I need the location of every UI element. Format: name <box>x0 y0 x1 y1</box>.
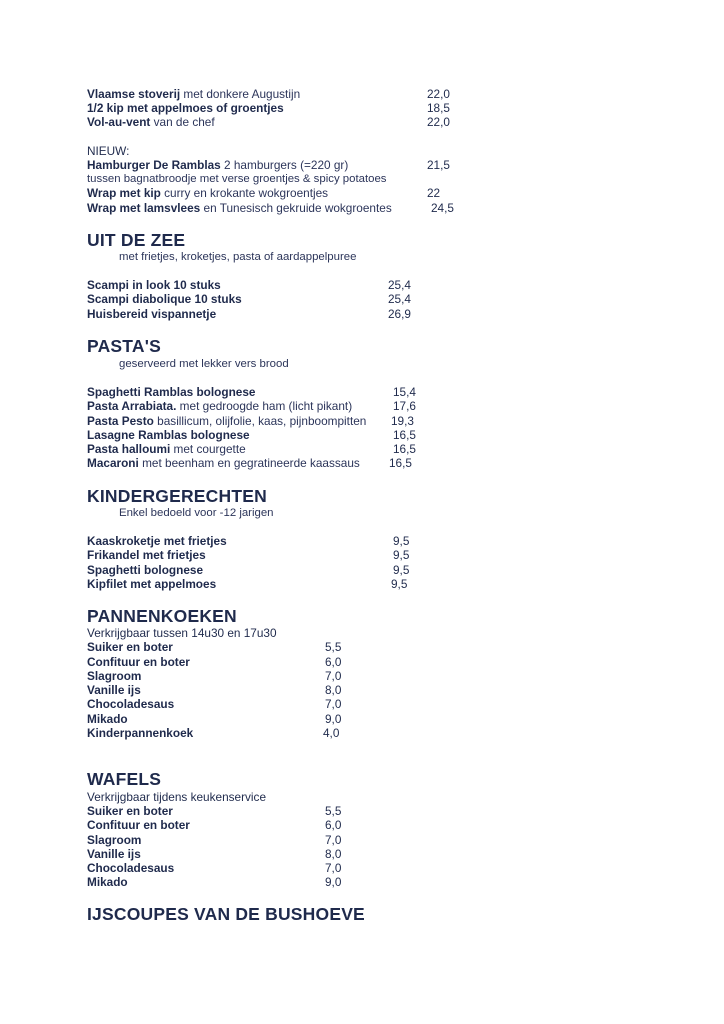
section-subtitle-kids: Enkel bedoeld voor -12 jarigen <box>119 507 274 519</box>
new-label: NIEUW: <box>87 144 130 158</box>
menu-item-price: 19,3 <box>391 414 414 428</box>
menu-item-note: tussen bagnatbroodje met verse groentjes & spicy potatoes <box>87 173 387 185</box>
menu-item: Kaaskroketje met frietjes <box>87 534 227 548</box>
menu-item-price: 25,4 <box>388 278 411 292</box>
menu-item-price: 9,0 <box>325 712 342 726</box>
menu-item: Vlaamse stoverij met donkere Augustijn <box>87 87 301 101</box>
menu-item: Pasta Arrabiata. met gedroogde ham (licht pikant) <box>87 399 353 413</box>
menu-item: Scampi diabolique 10 stuks <box>87 292 242 306</box>
menu-item-price: 16,5 <box>389 456 412 470</box>
section-title-pasta: PASTA'S <box>87 336 161 356</box>
menu-item: Frikandel met frietjes <box>87 548 206 562</box>
menu-item-price: 16,5 <box>393 442 416 456</box>
menu-item-price: 8,0 <box>325 683 342 697</box>
menu-item-price: 8,0 <box>325 847 342 861</box>
menu-item-price: 6,0 <box>325 655 342 669</box>
menu-item-price: 4,0 <box>323 726 340 740</box>
menu-item-price: 22,0 <box>427 87 450 101</box>
section-title-waffles: WAFELS <box>87 769 162 789</box>
menu-item: Chocoladesaus <box>87 697 175 711</box>
menu-item: Wrap met lamsvlees en Tunesisch gekruide wokgroentes <box>87 201 392 215</box>
menu-item-price: 26,9 <box>388 307 411 321</box>
menu-item: Vanille ijs <box>87 683 141 697</box>
menu-item: Hamburger De Ramblas 2 hamburgers (=220 gr) <box>87 158 349 172</box>
menu-item: Slagroom <box>87 669 142 683</box>
section-subtitle-pasta: geserveerd met lekker vers brood <box>119 358 289 370</box>
menu-item-price: 7,0 <box>325 669 342 683</box>
menu-item: Chocoladesaus <box>87 861 175 875</box>
menu-item-price: 9,0 <box>325 875 342 889</box>
menu-item: Confituur en boter <box>87 655 190 669</box>
menu-item: Suiker en boter <box>87 640 173 654</box>
section-title-pancakes: PANNENKOEKEN <box>87 606 237 626</box>
menu-item: Pasta halloumi met courgette <box>87 442 246 456</box>
menu-item-price: 7,0 <box>325 861 342 875</box>
menu-item: Suiker en boter <box>87 804 173 818</box>
menu-item: Macaroni met beenham en gegratineerde kaassaus <box>87 456 360 470</box>
menu-item-price: 9,5 <box>393 534 410 548</box>
section-subtitle-waffles: Verkrijgbaar tijdens keukenservice <box>87 790 267 804</box>
menu-item: Pasta Pesto basillicum, olijfolie, kaas, pijnboompitten <box>87 414 367 428</box>
menu-item: Vol-au-vent van de chef <box>87 115 215 129</box>
menu-item: Kipfilet met appelmoes <box>87 577 217 591</box>
menu-item-price: 25,4 <box>388 292 411 306</box>
menu-item: Spaghetti bolognese <box>87 563 204 577</box>
menu-item-price: 15,4 <box>393 385 416 399</box>
section-title-sea: UIT DE ZEE <box>87 230 186 250</box>
menu-item-price: 21,5 <box>427 158 450 172</box>
menu-item: Lasagne Ramblas bolognese <box>87 428 250 442</box>
section-title-icecream: IJSCOUPES VAN DE BUSHOEVE <box>87 904 365 924</box>
menu-item: Vanille ijs <box>87 847 141 861</box>
menu-item: Wrap met kip curry en krokante wokgroentjes <box>87 186 329 200</box>
menu-item: Slagroom <box>87 833 142 847</box>
menu-item-price: 9,5 <box>393 563 410 577</box>
menu-item: Confituur en boter <box>87 818 190 832</box>
menu-item: Mikado <box>87 712 128 726</box>
menu-item-price: 7,0 <box>325 833 342 847</box>
menu-item: Kinderpannenkoek <box>87 726 194 740</box>
menu-item-price: 22 <box>427 186 441 200</box>
menu-item: Scampi in look 10 stuks <box>87 278 221 292</box>
section-subtitle-sea: met frietjes, kroketjes, pasta of aardappelpuree <box>119 251 357 263</box>
menu-item-price: 9,5 <box>391 577 408 591</box>
menu-item-price: 7,0 <box>325 697 342 711</box>
section-subtitle-pancakes: Verkrijgbaar tussen 14u30 en 17u30 <box>87 626 277 640</box>
menu-item: Mikado <box>87 875 128 889</box>
menu-item-price: 22,0 <box>427 115 450 129</box>
menu-item-price: 6,0 <box>325 818 342 832</box>
menu-item: Huisbereid vispannetje <box>87 307 217 321</box>
menu-item-price: 16,5 <box>393 428 416 442</box>
menu-item-price: 24,5 <box>431 201 454 215</box>
menu-item-price: 17,6 <box>393 399 416 413</box>
menu-item-price: 18,5 <box>427 101 450 115</box>
menu-item-price: 5,5 <box>325 804 342 818</box>
section-title-kids: KINDERGERECHTEN <box>87 486 267 506</box>
menu-item: Spaghetti Ramblas bolognese <box>87 385 256 399</box>
menu-item: 1/2 kip met appelmoes of groentjes <box>87 101 284 115</box>
menu-item-price: 5,5 <box>325 640 342 654</box>
menu-item-price: 9,5 <box>393 548 410 562</box>
